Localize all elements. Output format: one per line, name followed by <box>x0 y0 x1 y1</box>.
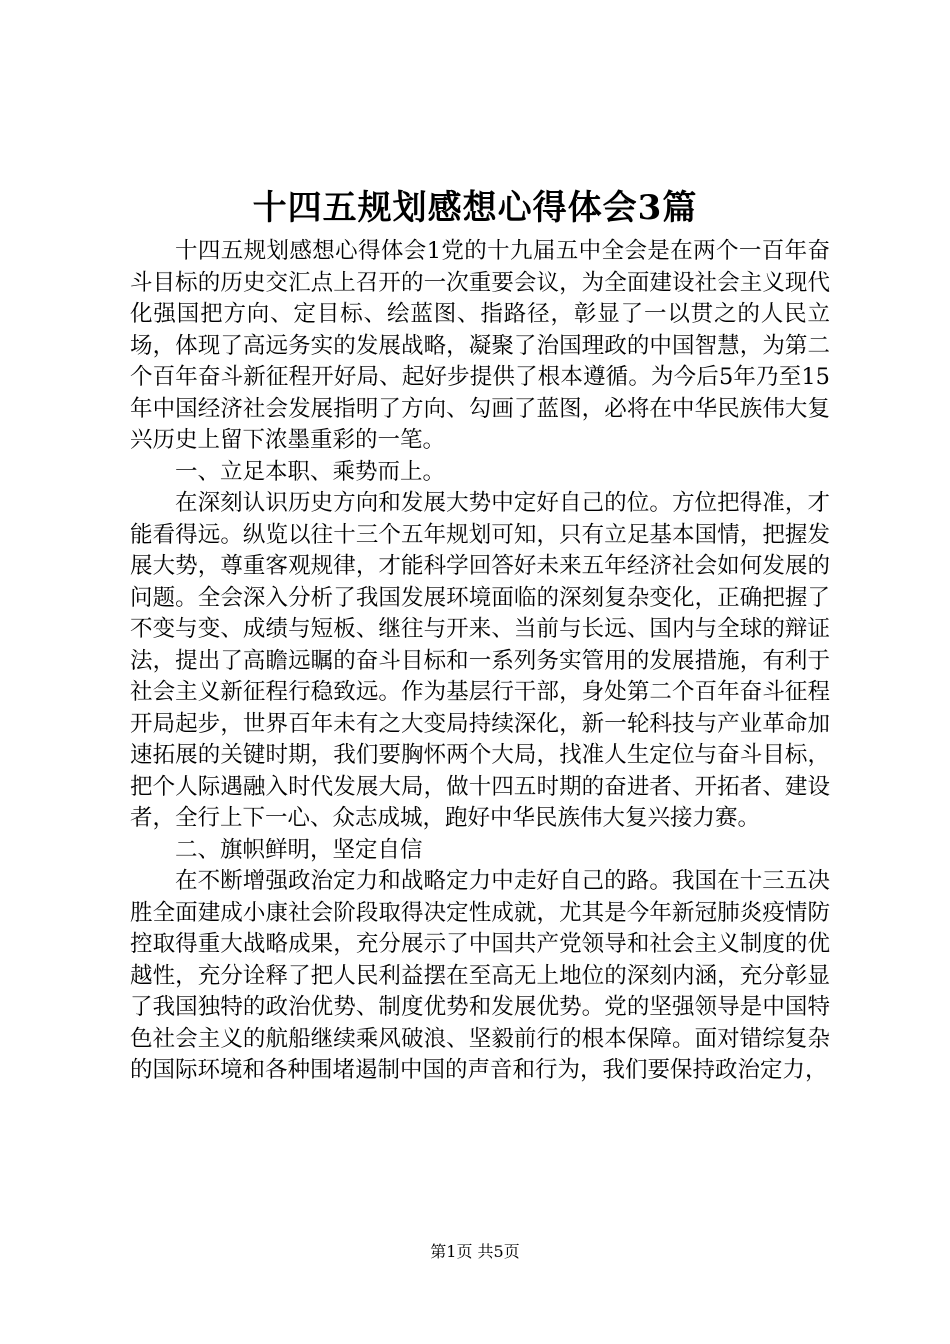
page-footer: 第1页 共5页 <box>430 1242 520 1261</box>
document-body <box>130 236 830 1087</box>
document-title: 十四五规划感想心得体会3篇 <box>252 188 698 228</box>
paragraph-section-2: 在不断增强政治定力和战略定力中走好自己的路。我国在十三五决胜全面建成小康社会阶段取得决定性成就，尤其是今年新冠肺炎疫情防控取得重大战略成果，充分展示了中国共产党领导和社会主义制度的优越性，充分诠释了把人民利益摆在至高无上地位的深刻内涵，充分彰显了我国独特的政治优势、制度优势和发展优势。党的坚强领导是中国特色社会主义的航船继续乘风破浪、坚毅前行的根本保障。面对错综复杂的国际环境和各种围堵遏制中国的声音和行为，我们要保持政治定力， <box>130 868 830 1083</box>
section-heading-2: 二、旗帜鲜明，坚定自信 <box>175 836 423 863</box>
paragraph-intro: 十四五规划感想心得体会1党的十九届五中全会是在两个一百年奋斗目标的历史交汇点上召开的一次重要会议，为全面建设社会主义现代化强国把方向、定目标、绘蓝图、指路径，彰显了一以贯之的人民立场，体现了高远务实的发展战略，凝聚了治国理政的中国智慧，为第二个百年奋斗新征程开好局、起好步提供了根本遵循。为今后5年乃至15年中国经济社会发展指明了方向、勾画了蓝图，必将在中华民族伟大复兴历史上留下浓墨重彩的一笔。 <box>130 238 830 453</box>
paragraph-section-1: 在深刻认识历史方向和发展大势中定好自己的位。方位把得准，才能看得远。纵览以往十三个五年规划可知，只有立足基本国情，把握发展大势，尊重客观规律，才能科学回答好未来五年经济社会如何发展的问题。全会深入分析了我国发展环境面临的深刻复杂变化，正确把握了不变与变、成绩与短板、继往与开来、当前与长远、国内与全球的辩证法，提出了高瞻远瞩的奋斗目标和一系列务实管用的发展措施，有利于社会主义新征程行稳致远。作为基层行干部，身处第二个百年奋斗征程开局起步，世界百年未有之大变局持续深化，新一轮科技与产业革命加速拓展的关键时期，我们要胸怀两个大局，找准人生定位与奋斗目标，把个人际遇融入时代发展大局，做十四五时期的奋进者、开拓者、建设者，全行上下一心、众志成城，跑好中华民族伟大复兴接力赛。 <box>130 490 830 831</box>
section-heading-1: 一、立足本职、乘势而上。 <box>175 458 446 485</box>
